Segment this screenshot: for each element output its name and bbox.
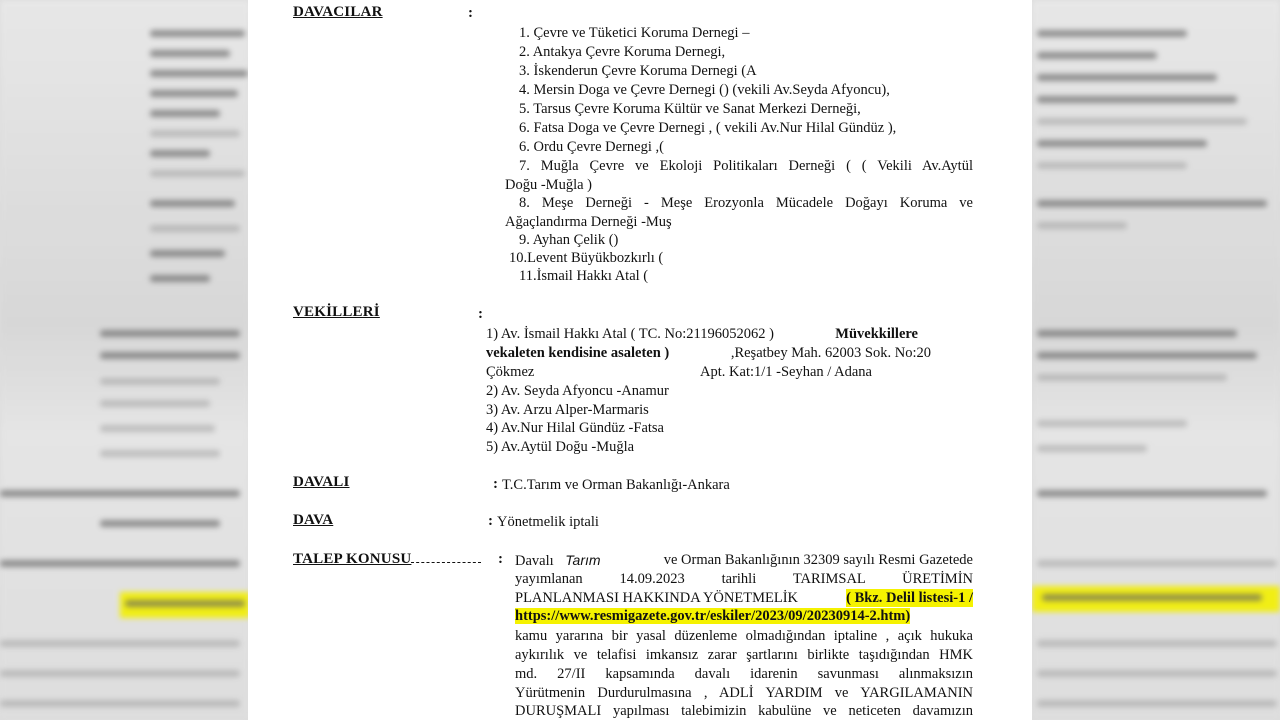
paragraph-line: Yürütmenin Durdurulmasına , ADLİ YARDIM ve YARGILAMANIN [515, 685, 973, 701]
paragraph-line: kamu yararına bir yasal düzenleme olmadığından iptaline , açık hukuka [515, 628, 973, 644]
dava-value: Yönetmelik iptali [497, 514, 599, 530]
list-item: vekaleten kendisine asaleten ) ,Reşatbey Mah. 62003 Sok. No:20 [486, 345, 931, 361]
list-item: 9. Ayhan Çelik () [519, 232, 619, 248]
list-item: 11.İsmail Hakkı Atal ( [519, 268, 649, 284]
davali-value: T.C.Tarım ve Orman Bakanlığı-Ankara [502, 477, 730, 493]
list-item: 1. Çevre ve Tüketici Koruma Dernegi – [519, 25, 750, 41]
paragraph-line: md. 27/II kapsamında davalı idarenin savunması alınmaksızın [515, 666, 973, 682]
list-item: 3. İskenderun Çevre Koruma Dernegi (A [519, 63, 757, 79]
list-item: Çökmez Apt. Kat:1/1 -Seyhan / Adana [486, 364, 872, 380]
list-item: 6. Ordu Çevre Dernegi ,( [519, 139, 664, 155]
heading-davacilar-colon: : [468, 5, 474, 21]
heading-davacilar: DAVACILAR [293, 4, 383, 20]
paragraph-line: Davalı Tarım ve Orman Bakanlığının 32309 sayılı Resmi Gazetede [515, 552, 973, 569]
heading-talep-colon: : [498, 551, 504, 567]
heading-dava-colon: : [488, 513, 494, 529]
list-item: 7. Muğla Çevre ve Ekoloji Politikaları Derneği ( ( Vekili Av.Aytül [519, 158, 973, 174]
list-item: 5) Av.Aytül Doğu -Muğla [486, 439, 635, 455]
blurred-background-right [1032, 0, 1280, 720]
list-item: 5. Tarsus Çevre Koruma Kültür ve Sanat Merkezi Derneği, [519, 101, 861, 117]
paragraph-line: aykırılık ve telafisi imkansız zarar şartlarını birlikte taşıdığından HMK [515, 647, 973, 663]
list-item: 3) Av. Arzu Alper-Marmaris [486, 402, 649, 418]
list-item: Doğu -Muğla ) [505, 177, 592, 193]
heading-davali: DAVALI [293, 474, 350, 490]
list-item: 4) Av.Nur Hilal Gündüz -Fatsa [486, 420, 664, 436]
paragraph-line: PLANLANMASI HAKKINDA YÖNETMELİK ( Bkz. Delil listesi-1 / [515, 590, 973, 606]
paragraph-line: DURUŞMALI yapılması talebimizin kabulüne ve neticeten davamızın [515, 703, 973, 719]
list-item: 2) Av. Seyda Afyoncu -Anamur [486, 383, 669, 399]
list-item: Ağaçlandırma Derneği -Muş [505, 214, 672, 230]
heading-davali-colon: : [493, 476, 499, 492]
heading-dava: DAVA [293, 512, 334, 528]
highlighted-url: https://www.resmigazete.gov.tr/eskiler/2023/09/20230914-2.htm) [515, 608, 911, 624]
paragraph-line: yayımlanan 14.09.2023 tarihli TARIMSAL ÜRETİMİN [515, 571, 973, 587]
list-item: 2. Antakya Çevre Koruma Dernegi, [519, 44, 726, 60]
list-item: 6. Fatsa Doga ve Çevre Dernegi , ( vekili Av.Nur Hilal Gündüz ), [519, 120, 897, 136]
highlighted-reference: ( Bkz. Delil listesi-1 / [846, 590, 973, 606]
heading-vekilleri: VEKİLLERİ [293, 304, 380, 320]
list-item: 4. Mersin Doga ve Çevre Dernegi () (vekili Av.Seyda Afyoncu), [519, 82, 890, 98]
blurred-background-left [0, 0, 250, 720]
list-item: 1) Av. İsmail Hakkı Atal ( TC. No:21196052062 ) Müvekkillere [486, 326, 918, 342]
paragraph-line [515, 607, 910, 625]
heading-vekilleri-colon: : [478, 306, 484, 322]
document-page [248, 0, 1032, 720]
list-item: 8. Meşe Derneği - Meşe Erozyonla Mücadele Doğayı Koruma ve [519, 195, 973, 211]
heading-talep-konusu: TALEP KONUSU [293, 550, 481, 568]
list-item: 10.Levent Büyükbozkırlı ( [509, 250, 664, 266]
